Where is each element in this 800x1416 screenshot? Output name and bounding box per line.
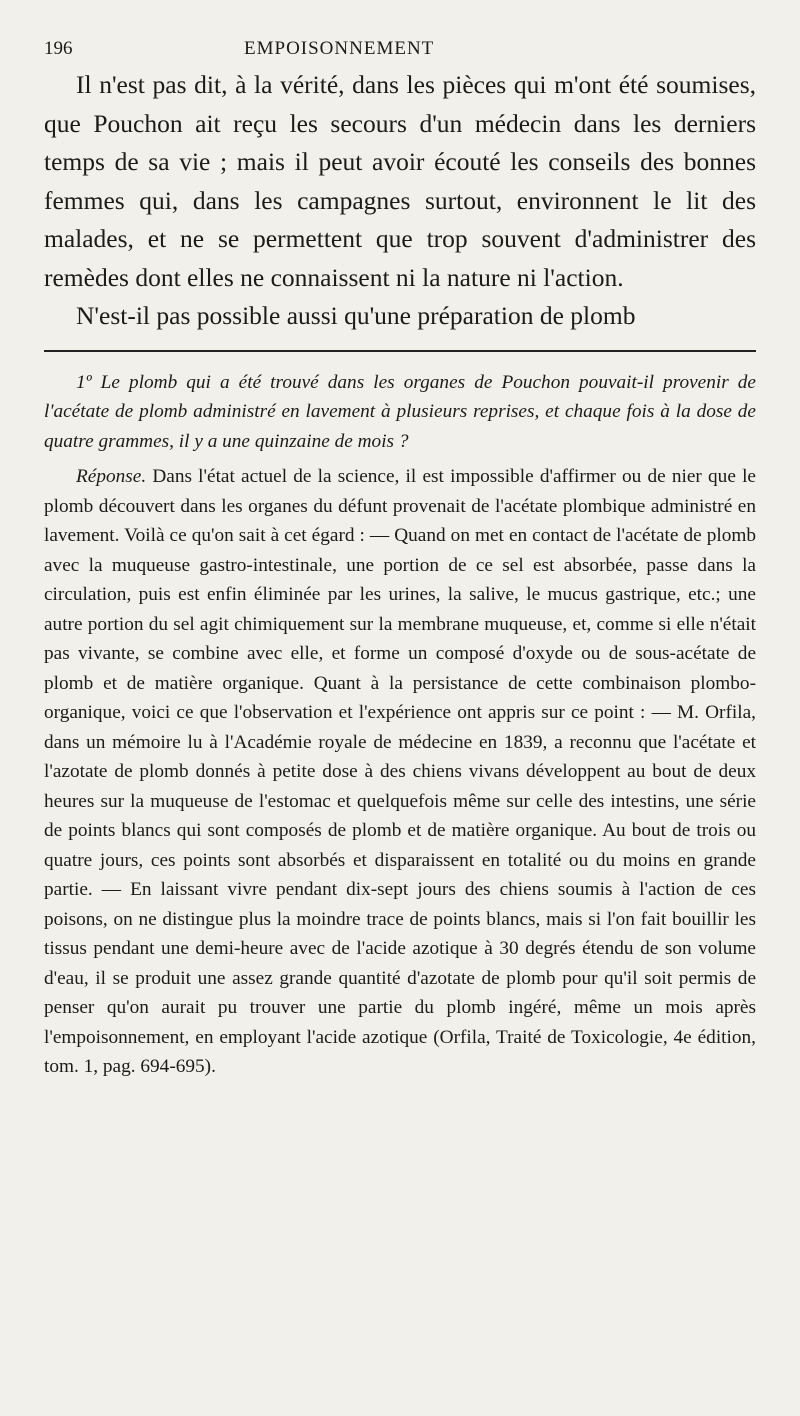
- footnote: [44, 368, 756, 1082]
- footnote-answer: [44, 462, 756, 1082]
- page-header: [44, 38, 756, 60]
- paragraph: Il n'est pas dit, à la vérité, dans les pièces qui m'ont été soumises, que Pouchon ait reçu les secours d'un médecin dans les derniers temps de sa vie ; mais il peut avoir écouté les conseils des bonnes femmes qui, dans les campagnes surtout, environnent le lit des malades, et ne se permettent que trop souvent d'administrer des remèdes dont elles ne connaissent ni la nature ni l'action.: [44, 70, 756, 292]
- paragraph: N'est-il pas possible aussi qu'une préparation de plomb: [76, 301, 636, 330]
- running-head: EMPOISONNEMENT: [244, 38, 435, 59]
- footnote-question: 1º Le plomb qui a été trouvé dans les organes de Pouchon pouvait-il provenir de l'acétate de plomb administré en lavement à plusieurs reprises, et chaque fois à la dose de quatre grammes, il y a une quinzaine de mois ?: [44, 371, 756, 452]
- page-number: 196: [44, 38, 73, 59]
- answer-text: Dans l'état actuel de la science, il est impossible d'affirmer ou de nier que le plomb découvert dans les organes du défunt provenait de l'acétate plombique administré en lavement. Voilà ce qu'on sait à cet égard : — Quand on met en contact de l'acétate de plomb avec la muqueuse gastro-intestinale, une portion de ce sel est absorbée, passe dans la circulation, puis est enfin éliminée par les urines, la salive, le mucus gastrique, etc.; une autre portion du sel agit chimiquement sur la membrane muqueuse, et, comme si elle n'était pas vivante, se combine avec elle, et forme un composé d'oxyde ou de sous-acétate de plomb et de matière organique. Quant à la persistance de cette combinaison plombo-organique, voici ce que l'observation et l'expérience ont appris sur ce point : — M. Orfila, dans un mémoire lu à l'Académie royale de médecine en 1839, a reconnu que l'acétate et l'azotate de plomb donnés à petite dose à des chiens vivans développent au bout de deux heures sur la muqueuse de l'estomac et quelquefois même sur celle des intestins, une série de points blancs qui sont composés de plomb et de matière organique. Au bout de trois ou quatre jours, ces points sont absorbés et disparaissent en totalité ou du moins en grande partie. — En laissant vivre pendant dix-sept jours des chiens soumis à l'action de ces poisons, on ne distingue plus la moindre trace de points blancs, mais si l'on fait bouillir les tissus pendant une demi-heure avec de l'acide azotique à 30 degrés étendu de son volume d'eau, il se produit une assez grande quantité d'azotate de plomb pour qu'il soit permis de penser qu'on aurait pu trouver une partie du plomb ingéré, même un mois après l'empoisonnement, en employant l'acide azotique (Orfila, Traité de Toxicologie, 4e édition, tom. 1, pag. 694-695).: [44, 466, 756, 1077]
- answer-label: Réponse.: [76, 466, 147, 487]
- footnote-separator: [44, 350, 756, 352]
- main-text: [44, 66, 756, 336]
